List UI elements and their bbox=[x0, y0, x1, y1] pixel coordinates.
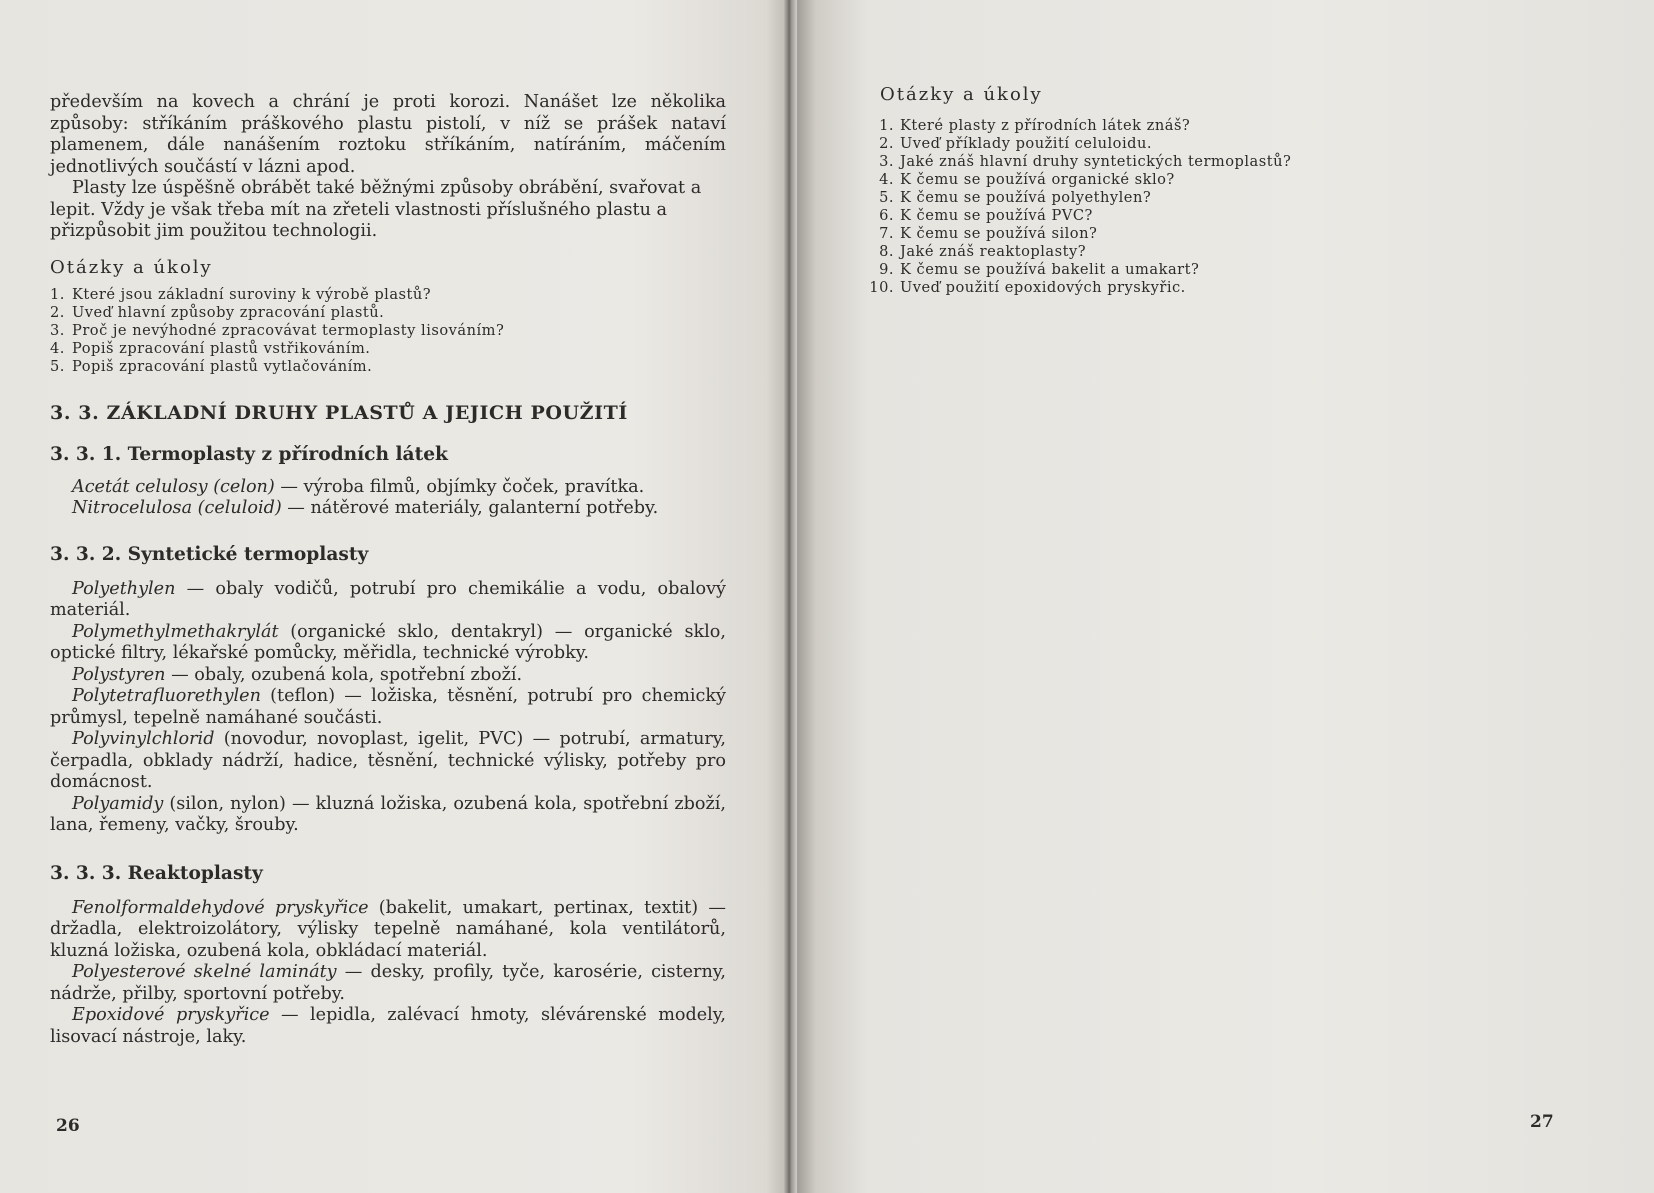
question-number: 1. bbox=[879, 117, 894, 134]
entry bbox=[50, 729, 726, 794]
question-number: 4. bbox=[50, 339, 65, 357]
entry bbox=[50, 962, 726, 1005]
question-text: K čemu se používá PVC? bbox=[900, 207, 1093, 224]
entry-name: Polyethylen bbox=[72, 578, 176, 599]
question-item bbox=[868, 279, 1400, 297]
book-gutter bbox=[783, 0, 797, 1193]
page-number-left: 26 bbox=[56, 1116, 80, 1136]
left-page-text bbox=[50, 92, 726, 1048]
entry bbox=[50, 665, 726, 687]
subsection-2-entries bbox=[50, 579, 726, 837]
question-item bbox=[868, 225, 1400, 243]
entry bbox=[50, 898, 726, 963]
question-number: 2. bbox=[50, 303, 65, 321]
question-item bbox=[868, 171, 1400, 189]
question-text: Jaké znáš hlavní druhy syntetických termoplastů? bbox=[900, 153, 1292, 170]
entry-name: Acetát celulosy (celon) bbox=[72, 476, 275, 497]
question-item bbox=[50, 340, 726, 358]
question-item bbox=[868, 207, 1400, 225]
questions-heading: Otázky a úkoly bbox=[50, 256, 213, 278]
question-item bbox=[868, 189, 1400, 207]
question-number: 10. bbox=[869, 279, 894, 296]
questions-list bbox=[50, 286, 726, 376]
entry-text: — výroba filmů, objímky čoček, pravítka. bbox=[274, 476, 645, 497]
entry-text: — lepidla, zalévací hmoty, slévárenské modely, lisovací nástroje, laky. bbox=[50, 1005, 726, 1047]
entry-name: Nitrocelulosa (celuloid) bbox=[72, 498, 282, 518]
intro-paragraph-1: především na kovech a chrání je proti korozi. Nanášet lze několika způsoby: stříkáním práškového plastu pistolí, v níž se prášek nataví plamenem, dále nanášením roztoku stříkáním, natíráním, máčením jednotlivých součástí v lázni apod. bbox=[50, 92, 726, 177]
question-item bbox=[868, 135, 1400, 153]
question-item bbox=[868, 261, 1400, 279]
questions-heading: Otázky a úkoly bbox=[880, 84, 1043, 105]
entry-text: (novodur, novoplast, igelit, PVC) — potrubí, armatury, čerpadla, obklady nádrží, hadice, těsnění, technické výlisky, potřeby pro domácnost. bbox=[50, 729, 726, 792]
subsection-1-entries bbox=[50, 477, 726, 520]
section-heading: 3. 3. ZÁKLADNÍ DRUHY PLASTŮ A JEJICH POUŽITÍ bbox=[50, 401, 628, 424]
question-text: K čemu se používá bakelit a umakart? bbox=[900, 261, 1200, 278]
entry bbox=[50, 498, 726, 520]
entry-text: — obaly, ozubená kola, spotřební zboží. bbox=[165, 664, 523, 685]
question-item bbox=[868, 117, 1400, 135]
entry bbox=[50, 794, 726, 837]
question-item bbox=[50, 358, 726, 376]
subsection-heading: 3. 3. 1. Termoplasty z přírodních látek bbox=[50, 443, 448, 465]
entry-text: — nátěrové materiály, galanterní potřeby. bbox=[281, 498, 659, 518]
subsection-heading: 3. 3. 3. Reaktoplasty bbox=[50, 862, 263, 884]
question-item bbox=[50, 286, 726, 304]
question-item bbox=[50, 304, 726, 322]
question-number: 5. bbox=[879, 189, 894, 206]
question-item bbox=[868, 153, 1400, 171]
entry-text: (silon, nylon) — kluzná ložiska, ozubená kola, spotřební zboží, lana, řemeny, vačky, šrouby. bbox=[50, 793, 726, 835]
question-number: 2. bbox=[879, 135, 894, 152]
question-item bbox=[50, 322, 726, 340]
question-number: 3. bbox=[50, 321, 65, 339]
entry-name: Polytetrafluorethylen bbox=[72, 686, 261, 706]
entry-name: Polyamidy bbox=[72, 793, 164, 814]
question-number: 5. bbox=[50, 357, 65, 375]
question-text: Proč je nevýhodné zpracovávat termoplasty lisováním? bbox=[72, 321, 505, 339]
question-number: 3. bbox=[879, 153, 894, 170]
question-text: Popiš zpracování plastů vstřikováním. bbox=[72, 339, 371, 357]
question-number: 9. bbox=[879, 261, 894, 278]
entry-name: Polymethylmethakrylát bbox=[72, 621, 279, 642]
right-page-text bbox=[869, 84, 1400, 297]
question-text: Které jsou základní suroviny k výrobě plastů? bbox=[72, 285, 432, 303]
entry-text: (teflon) — ložiska, těsnění, potrubí pro chemický průmysl, tepelně namáhané součásti. bbox=[50, 686, 726, 728]
question-text: K čemu se používá silon? bbox=[900, 225, 1098, 242]
question-number: 6. bbox=[879, 207, 894, 224]
question-text: Uveď použití epoxidových pryskyřic. bbox=[900, 279, 1186, 296]
question-text: Uveď hlavní způsoby zpracování plastů. bbox=[72, 303, 385, 321]
entry-name: Polyesterové skelné lamináty bbox=[72, 962, 337, 982]
question-text: K čemu se používá organické sklo? bbox=[900, 171, 1175, 188]
question-number: 1. bbox=[50, 285, 65, 303]
question-number: 7. bbox=[879, 225, 894, 242]
entry-text: (organické sklo, dentakryl) — organické sklo, optické filtry, lékařské pomůcky, měřidla, technické výrobky. bbox=[50, 621, 726, 663]
entry-name: Fenolformaldehydové pryskyřice bbox=[72, 897, 369, 918]
question-number: 8. bbox=[879, 243, 894, 260]
entry bbox=[50, 1005, 726, 1048]
question-text: Popiš zpracování plastů vytlačováním. bbox=[72, 357, 373, 375]
entry-text: — desky, profily, tyče, karosérie, cisterny, nádrže, přilby, sportovní potřeby. bbox=[50, 962, 726, 1004]
entry-text: — obaly vodičů, potrubí pro chemikálie a vodu, obalový materiál. bbox=[50, 578, 726, 620]
question-text: Uveď příklady použití celuloidu. bbox=[900, 135, 1153, 152]
entry-name: Polyvinylchlorid bbox=[72, 729, 215, 749]
subsection-3-entries bbox=[50, 898, 726, 1049]
subsection-heading: 3. 3. 2. Syntetické termoplasty bbox=[50, 543, 369, 565]
questions-list bbox=[868, 117, 1400, 297]
question-text: Jaké znáš reaktoplasty? bbox=[900, 243, 1087, 260]
entry-name: Epoxidové pryskyřice bbox=[72, 1005, 270, 1025]
entry-text: (bakelit, umakart, pertinax, textit) — držadla, elektroizolátory, výlisky tepelně namáhané, kola ventilátorů, kluzná ložiska, ozubená kola, obkládací materiál. bbox=[50, 897, 726, 961]
page-number-right: 27 bbox=[1530, 1112, 1554, 1132]
intro-paragraph-2: Plasty lze úspěšně obrábět také běžnými způsoby obrábění, svařovat a lepit. Vždy je však třeba mít na zřeteli vlastnosti příslušného plastu a přizpůsobit jim použitou technologii. bbox=[50, 178, 702, 241]
entry bbox=[50, 579, 726, 622]
question-text: K čemu se používá polyethylen? bbox=[900, 189, 1152, 206]
entry bbox=[50, 477, 726, 499]
question-number: 4. bbox=[879, 171, 894, 188]
question-text: Které plasty z přírodních látek znáš? bbox=[900, 117, 1191, 134]
entry bbox=[50, 622, 726, 665]
entry-name: Polystyren bbox=[72, 664, 166, 685]
question-item bbox=[868, 243, 1400, 261]
entry bbox=[50, 686, 726, 729]
